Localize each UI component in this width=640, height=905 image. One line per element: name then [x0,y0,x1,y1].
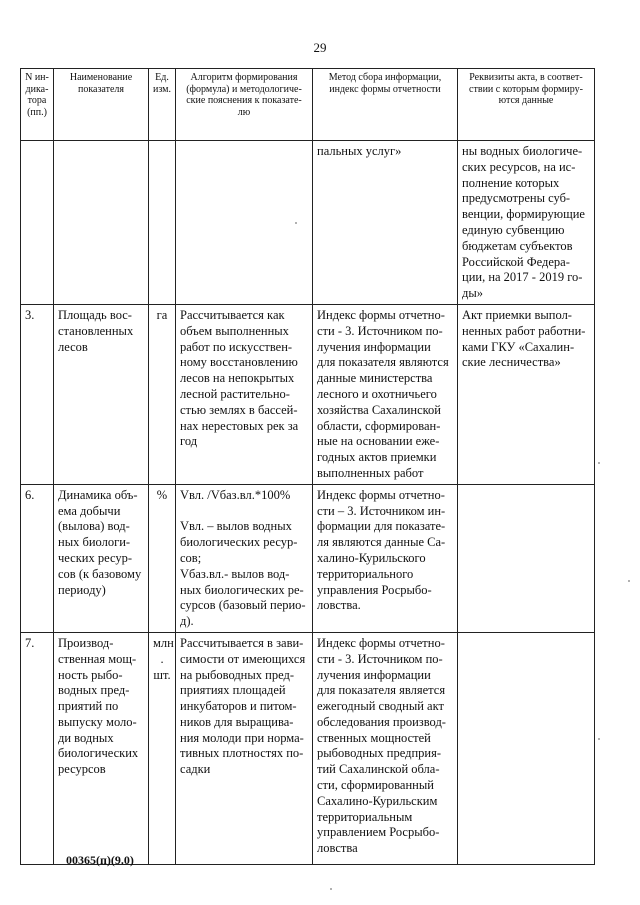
header-collection-method: Метод сбора информации, индекс формы отчетности [313,69,458,141]
act-requisites-cell [458,141,595,305]
indicator-unit-cell [149,304,176,484]
table-row [21,141,595,305]
scan-speck [598,462,600,464]
collection-method-cell [313,484,458,632]
indicator-name-text: Площадь вос- становленных лесов [58,307,134,354]
indicator-number-cell [21,484,54,632]
scan-speck [598,738,600,740]
indicator-number-cell [21,141,54,305]
table-header-row [21,69,595,141]
indicator-unit-cell [149,484,176,632]
indicator-algorithm-cell [176,141,313,305]
document-code: 00365(п)(9.0) [66,853,134,867]
scan-speck [628,580,630,582]
collection-method-cell [313,141,458,305]
collection-method-cell [313,304,458,484]
collection-method-text: Индекс формы отчетно- сти - 3. Источником по- лучения информации для показателя являются данные министерства лесного и охотничьего хозяйства Сахалинской области, сформирован- ные на основании еже- годных актов приемки выполненных работ [317,307,449,480]
indicator-name-cell [54,141,149,305]
header-unit: Ед. изм. [149,69,176,141]
indicator-number-text: 6. [25,487,35,502]
header-indicator-name: Наименование показателя [54,69,149,141]
indicator-unit-cell [149,632,176,864]
indicator-table [20,68,595,865]
page-number: 29 [313,40,327,55]
indicator-algorithm-text: Рассчитывается как объем выполненных работ по искусствен- ному восстановлению лесов на непокрытых лесной растительно- стью землях в бассей- нах нерестовых рек за год [180,307,299,449]
header-algorithm: Алгоритм формирования (формула) и методологиче- ские пояснения к показате- лю [176,69,313,141]
indicator-algorithm-cell [176,484,313,632]
indicator-algorithm-cell [176,632,313,864]
act-requisites-text: ны водных биологиче- ских ресурсов, на ис- полнение которых предусмотрены суб- венции, формирующие единую субвенцию бюджетам субъектов Российской Федера- ции, на 2017 - 2019 го- ды» [462,144,585,301]
indicator-number-text: 3. [25,307,35,322]
collection-method-cell [313,632,458,864]
indicator-name-text: Динамика объ- ема добычи (вылова) вод- ных биологи- ческих ресур- сов (к базовому периоду) [58,487,142,597]
indicator-unit-text: млн . шт. [153,635,174,682]
act-requisites-cell [458,304,595,484]
indicator-name-cell [54,632,149,864]
collection-method-text: пальных услуг» [317,144,402,158]
scan-speck [330,888,332,890]
indicator-number-text: 7. [25,635,35,650]
indicator-number-cell [21,304,54,484]
indicator-name-cell [54,484,149,632]
indicator-unit-text: % [156,487,168,502]
header-act-requisites: Реквизиты акта, в соответ- ствии с которым формиру- ются данные [458,69,595,141]
collection-method-text: Индекс формы отчетно- сти - 3. Источником по- лучения информации для показателя является ежегодный сводный акт обследования производ- ственных мощностей рыбоводных предприя- тий Сахалинской обла- сти, сформированный Сахалино-Курильским территориальным управлением Росрыбо- ловства [317,635,446,856]
table-row [21,304,595,484]
indicator-algorithm-cell [176,304,313,484]
act-requisites-cell [458,632,595,864]
act-requisites-text: Акт приемки выпол- ненных работ работни- ками ГКУ «Сахалин- ские лесничества» [462,307,586,370]
indicator-number-cell [21,632,54,864]
act-requisites-cell [458,484,595,632]
indicator-name-cell [54,304,149,484]
header-indicator-number: N ин- дика- тора (пп.) [21,69,54,141]
indicator-algorithm-text: Vвл. /Vбаз.вл.*100% Vвл. – вылов водных биологических ресур- сов; Vбаз.вл.- вылов вод- ных биологических ре- сурсов (базовый перио- д). [180,487,306,629]
indicator-name-text: Производ- ственная мощ- ность рыбо- водных пред- приятий по выпуску моло- ди водных биологических ресурсов [58,635,139,777]
indicator-unit-cell [149,141,176,305]
indicator-algorithm-text: Рассчитывается в зави- симости от имеющихся на рыбоводных пред- приятиях площадей инкубаторов и питом- ников для выращива- ния молоди при норма- тивных плотностях по- садки [180,635,306,777]
table-row [21,632,595,864]
table-row [21,484,595,632]
scan-speck [295,222,297,224]
indicator-unit-text: га [156,307,168,322]
collection-method-text: Индекс формы отчетно- сти – 3. Источником ин- формации для показате- ля являются данные Са- халино-Курильского территориального управления Росрыбо- ловства. [317,487,446,613]
